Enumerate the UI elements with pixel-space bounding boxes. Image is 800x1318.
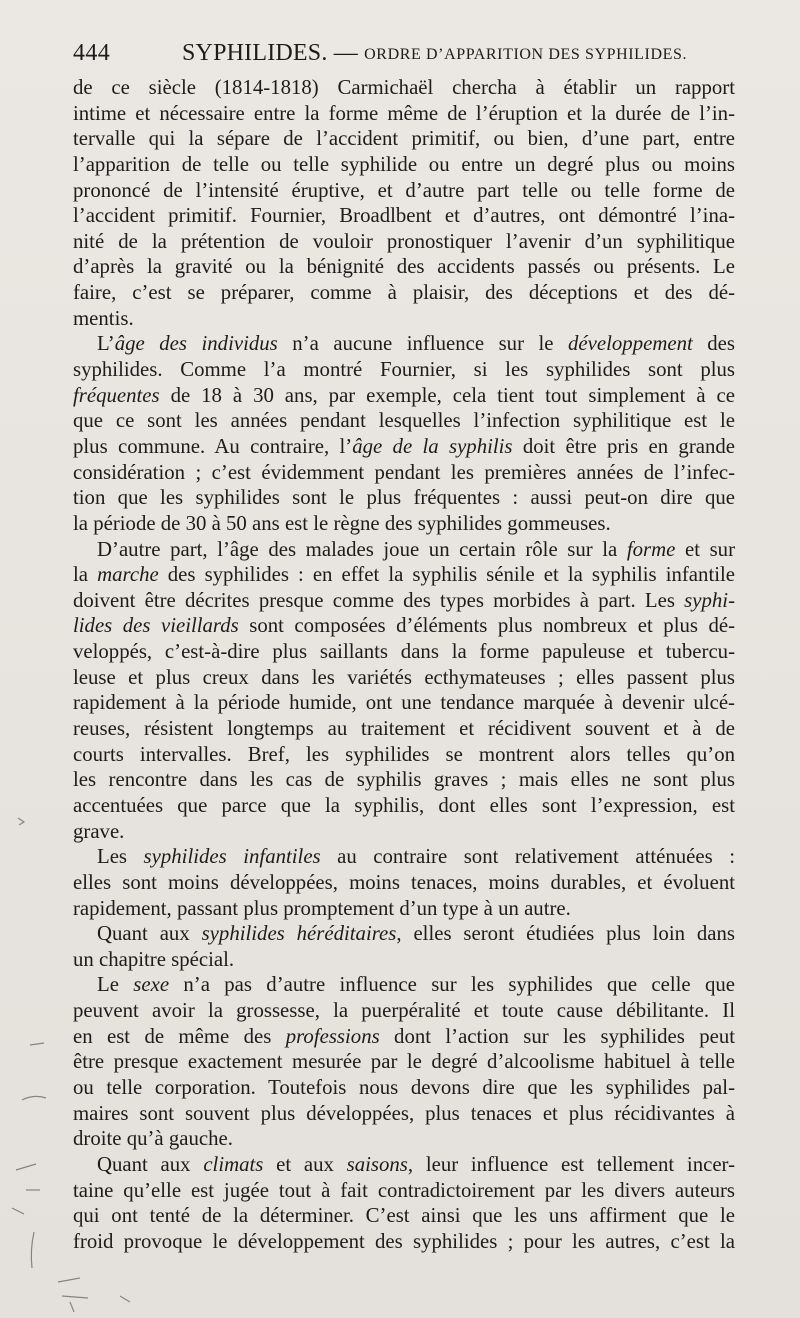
- text-line: rapidement, passant plus promptement d’un type à un autre.: [73, 896, 571, 920]
- text-line: courts intervalles. Bref, les syphilides se montrent alors telles qu’on: [73, 742, 735, 766]
- text-line: reuses, résistent longtemps au traitement et récidivent souvent et à de: [73, 717, 735, 741]
- text-line: faire, c’est se préparer, comme à plaisir, des déceptions et des dé-: [73, 281, 735, 305]
- text-line: grave.: [73, 819, 125, 843]
- header-separator: —: [327, 40, 365, 66]
- text-line: droite qu’à gauche.: [73, 1127, 233, 1151]
- text-line: d’après la gravité ou la bénignité des accidents passés ou présents. Le: [73, 255, 735, 279]
- text-line: en est de même des professions dont l’action sur les syphilides peut: [73, 1024, 735, 1048]
- text-line: plus commune. Au contraire, l’âge de la syphilis doit être pris en grande: [73, 434, 735, 458]
- text-line: considération ; c’est évidemment pendant les premières années de l’infec-: [73, 460, 735, 484]
- text-line: froid provoque le développement des syphilides ; pour les autres, c’est la: [73, 1229, 735, 1253]
- header-title: SYPHILIDES.: [182, 40, 328, 66]
- text-line: Quant aux syphilides héréditaires, elles seront étudiées plus loin dans: [97, 922, 735, 946]
- text-line: maires sont souvent plus développées, plus tenaces et plus récidivantes à: [73, 1101, 735, 1125]
- text-line: veloppés, c’est-à-dire plus saillants dans la forme papuleuse et tubercu-: [73, 640, 735, 664]
- text-line: un chapitre spécial.: [73, 947, 235, 971]
- text-line: tervalle qui la sépare de l’accident primitif, ou bien, d’une part, entre: [73, 127, 735, 151]
- text-line: intime et nécessaire entre la forme même de l’éruption et la durée de l’in-: [73, 101, 735, 125]
- text-line: prononcé de l’intensité éruptive, et d’autre part telle ou telle forme de: [73, 178, 735, 202]
- text-line: nité de la prétention de vouloir pronostiquer l’avenir d’un syphilitique: [73, 229, 735, 253]
- text-line: rapidement à la période humide, ont une tendance marquée à devenir ulcé-: [73, 691, 735, 715]
- text-line: lides des vieillards sont composées d’éléments plus nombreux et plus dé-: [73, 614, 735, 638]
- text-line: elles sont moins développées, moins tenaces, moins durables, et évoluent: [73, 870, 735, 894]
- text-line: doivent être décrites presque comme des types morbides à part. Les syphi-: [73, 588, 735, 612]
- text-line: de ce siècle (1814-1818) Carmichaël chercha à établir un rapport: [73, 76, 735, 99]
- text-line: la marche des syphilides : en effet la syphilis sénile et la syphilis infantile: [73, 563, 735, 587]
- text-line: l’accident primitif. Fournier, Broadlbent et d’autres, ont démontré l’ina-: [73, 204, 735, 228]
- text-line: L’âge des individus n’a aucune influence sur le développement des: [97, 332, 735, 356]
- text-line: Les syphilides infantiles au contraire sont relativement atténuées :: [97, 845, 735, 869]
- body-text: [73, 75, 735, 1254]
- text-line: l’apparition de telle ou telle syphilide ou entre un degré plus ou moins: [73, 152, 735, 176]
- text-line: que ce sont les années pendant lesquelles l’infection syphilitique est le: [73, 409, 735, 433]
- text-line: Quant aux climats et aux saisons, leur influence est tellement incer-: [97, 1152, 735, 1176]
- header-subtitle: ORDRE D’APPARITION DES SYPHILIDES.: [364, 46, 688, 63]
- text-line: Le sexe n’a pas d’autre influence sur les syphilides que celle que: [97, 973, 735, 997]
- running-title: [182, 40, 687, 67]
- text-line: être presque exactement mesurée par le degré d’alcoolisme habituel à telle: [73, 1050, 735, 1074]
- text-line: peuvent avoir la grossesse, la puerpéralité et toute cause débilitante. Il: [73, 999, 735, 1023]
- text-line: D’autre part, l’âge des malades joue un certain rôle sur la forme et sur: [97, 537, 735, 561]
- text-line: taine qu’elle est jugée tout à fait contradictoirement par les divers auteurs: [73, 1178, 735, 1202]
- text-line: syphilides. Comme l’a montré Fournier, si les syphilides sont plus: [73, 358, 735, 382]
- page-number: 444: [73, 40, 111, 66]
- text-line: tion que les syphilides sont le plus fréquentes : aussi peut-on dire que: [73, 486, 735, 510]
- text-line: les rencontre dans les cas de syphilis graves ; mais elles ne sont plus: [73, 768, 735, 792]
- text-line: qui ont tenté de la déterminer. C’est ainsi que les uns affirment que le: [73, 1204, 735, 1228]
- text-line: ou telle corporation. Toutefois nous devons dire que les syphilides pal-: [73, 1075, 735, 1099]
- text-line: mentis.: [73, 306, 134, 330]
- running-header: [73, 40, 735, 70]
- text-line: la période de 30 à 50 ans est le règne des syphilides gommeuses.: [73, 511, 611, 535]
- text-line: accentuées que parce que la syphilis, dont elles sont l’expression, est: [73, 793, 735, 817]
- text-line: fréquentes de 18 à 30 ans, par exemple, cela tient tout simplement à ce: [73, 383, 735, 407]
- text-line: leuse et plus creux dans les variétés ecthymateuses ; elles passent plus: [73, 665, 735, 689]
